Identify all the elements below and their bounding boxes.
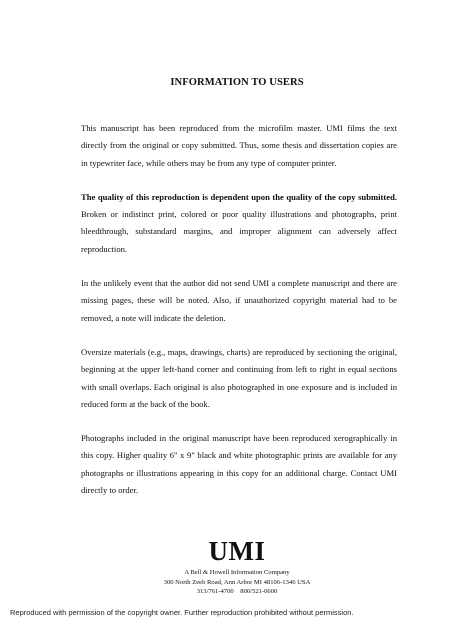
paragraph-text: Oversize materials (e.g., maps, drawings, charts) are reproduced by sectioning the original, beginning at the upper left-hand corner and continuing from left to right in equal sections with small overlaps. Each original is also photographed in one exposure and is included in reduced form at the back of the book. (81, 346, 397, 409)
publisher-phones: 313/761-4700 800/521-0600 (196, 588, 278, 595)
body-text (81, 120, 397, 516)
paragraph-text: Photographs included in the original manuscript have been reproduced xerographically in this copy. Higher quality 6" x 9" black and white photographic prints are available for any photographs or illustrations appearing in this copy for an additional charge. Contact UMI directly to order. (81, 433, 397, 496)
copyright-footer: Reproduced with permission of the copyright owner. Further reproduction prohibited without permission. (10, 608, 354, 617)
publisher-address: 300 North Zeeb Road, Ann Arbor MI 48106-1346 USA (163, 578, 311, 586)
paragraph-oversize-materials (81, 344, 397, 413)
paragraph-text: Broken or indistinct print, colored or poor quality illustrations and photographs, print bleedthrough, substandard margins, and improper alignment can adversely affect reproduction. (81, 209, 397, 254)
page-title: INFORMATION TO USERS (170, 77, 304, 88)
publisher-block (0, 537, 474, 597)
paragraph-text: In the unlikely event that the author did not send UMI a complete manuscript and there are missing pages, these will be noted. Also, if unauthorized copyright material had to be removed, a note will indicate the deletion. (81, 278, 397, 323)
publisher-company: A Bell & Howell Information Company (184, 569, 290, 576)
paragraph-text: This manuscript has been reproduced from the microfilm master. UMI films the text directly from the original or copy submitted. Thus, some thesis and dissertation copies are in typewriter face, while others may be from any type of computer printer. (81, 123, 397, 168)
paragraph-photographs (81, 430, 397, 499)
paragraph-lead-bold: The quality of this reproduction is dependent upon the quality of the copy submitted. (81, 191, 397, 202)
paragraph-missing-pages (81, 275, 397, 327)
paragraph-reproduction-source (81, 120, 397, 172)
paragraph-quality-notice (81, 189, 397, 258)
umi-logo: UMI (208, 536, 266, 566)
